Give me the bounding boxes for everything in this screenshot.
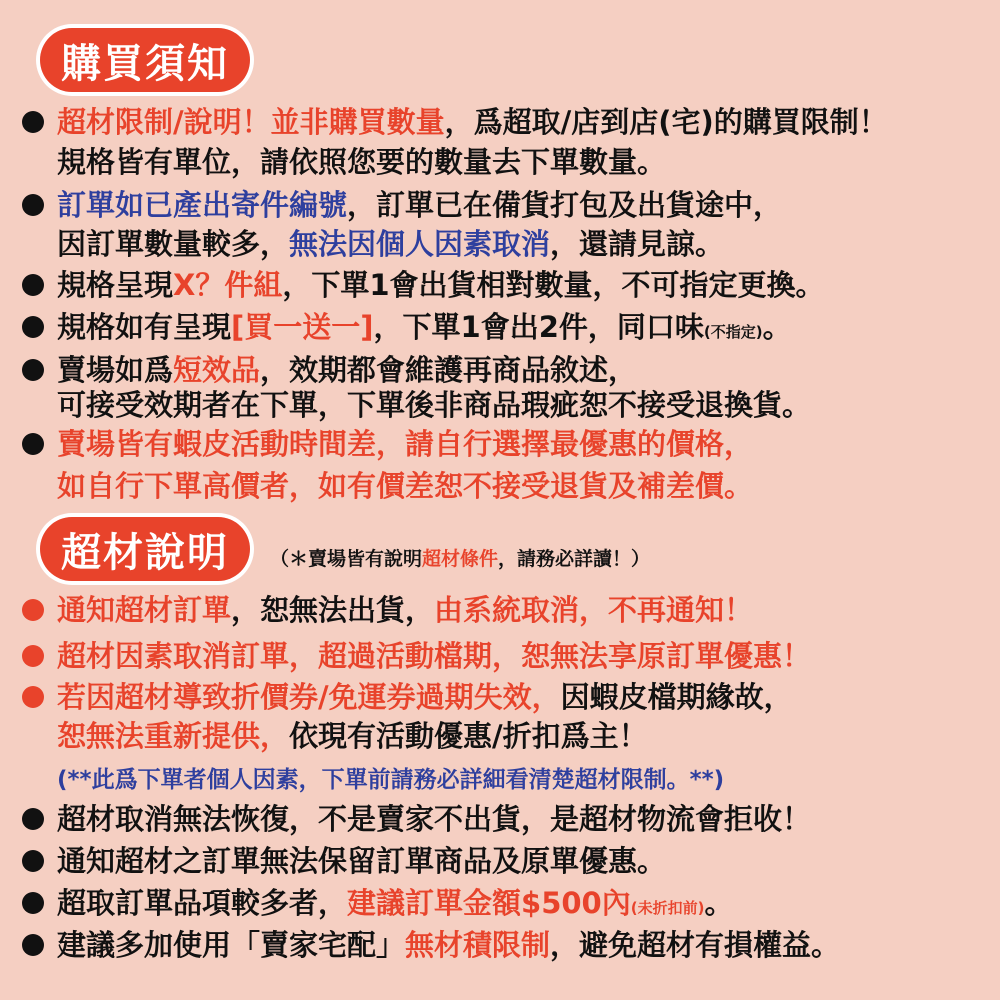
text-segment: ，恕無法出貨， (231, 593, 435, 627)
list-item-text (57, 310, 792, 344)
text-segment: 建議多加使用「賣家宅配」 (57, 928, 406, 962)
text-segment: 訂單如已產出寄件編號 (57, 188, 348, 222)
text-segment: 。 (762, 310, 792, 344)
section-title-oversize-explanation (40, 517, 250, 581)
bullet-dot-icon (22, 433, 44, 455)
text-segment: 通知超材訂單 (57, 593, 232, 627)
text-segment: 超取訂單品項較多者， (57, 886, 348, 920)
list-item-text (57, 639, 812, 673)
text-segment: 超材條件 (422, 548, 499, 570)
section-title-text: 超材說明 (61, 529, 229, 576)
list-item-text (57, 469, 754, 503)
section-title-text: 購買須知 (61, 40, 229, 87)
list-item-text (57, 427, 754, 461)
text-segment: [買一送一] (231, 310, 374, 344)
bullet-dot-icon (22, 194, 44, 216)
text-segment: X？件組 (173, 268, 283, 302)
text-segment: 規格呈現 (57, 268, 174, 302)
text-segment: 建議訂單金額$500內 (347, 886, 631, 920)
bullet-dot-icon (22, 316, 44, 338)
text-segment: ，避免超材有損權益。 (550, 928, 841, 962)
bullet-dot-icon (22, 934, 44, 956)
text-segment: 規格皆有單位，請依照您要的數量去下單數量。 (57, 145, 667, 179)
list-item-text (57, 145, 667, 179)
text-segment: 超材取消無法恢復，不是賣家不出貨，是超材物流會拒收！ (57, 802, 812, 836)
list-item-text (57, 268, 825, 302)
bullet-dot-icon (22, 686, 44, 708)
text-segment: 。 (704, 886, 734, 920)
text-segment: 若因超材導致折價券/免運券過期失效， (57, 680, 561, 714)
list-item-text (57, 719, 648, 753)
list-item-text (57, 353, 638, 387)
bullet-dot-icon (22, 111, 44, 133)
text-segment: ，爲超取/店到店(宅)的購買限制！ (444, 105, 888, 139)
text-segment: (**此爲下單者個人因素，下單前請務必詳細看清楚超材限制。**) (57, 767, 725, 793)
section-title-purchase-notice (40, 28, 250, 92)
text-segment: ，還請見諒。 (550, 227, 725, 261)
text-segment: 賣場如爲 (57, 353, 174, 387)
text-segment: 超材限制/說明 (57, 105, 242, 139)
list-item-text (57, 844, 667, 878)
oversize-reminder-note (270, 544, 650, 571)
bullet-dot-icon (22, 892, 44, 914)
text-segment: 因蝦皮檔期緣故， (560, 680, 793, 714)
list-item-text (57, 763, 724, 792)
text-segment: 可接受效期者在下單，下單後非商品瑕疵恕不接受退換貨。 (57, 388, 812, 422)
bullet-dot-icon (22, 359, 44, 381)
list-item-text (57, 680, 793, 714)
text-segment: 並非購買數量 (270, 105, 445, 139)
list-item-text (57, 388, 812, 422)
text-segment: 超材因素取消訂單，超過活動檔期，恕無法享原訂單優惠！ (57, 639, 812, 673)
text-segment: 如自行下單高價者，如有價差恕不接受退貨及補差價。 (57, 469, 754, 503)
text-segment: ，下單1會出2件，同口味 (373, 310, 704, 344)
text-segment: 依現有活動優惠/折扣爲主！ (289, 719, 648, 753)
list-item-text (57, 593, 754, 627)
text-segment: ，效期都會維護再商品敘述， (260, 353, 638, 387)
text-segment: 恕無法重新提供， (57, 719, 290, 753)
text-segment: 短效品 (173, 353, 261, 387)
text-segment: (未折扣前) (630, 899, 705, 917)
text-segment: 規格如有呈現 (57, 310, 232, 344)
text-segment: ，請務必詳讀！） (498, 548, 651, 570)
text-segment: ！ (241, 105, 271, 139)
text-segment: (不指定) (703, 323, 763, 341)
bullet-dot-icon (22, 645, 44, 667)
text-segment: （＊賣場皆有說明 (270, 548, 423, 570)
bullet-dot-icon (22, 850, 44, 872)
text-segment: ，訂單已在備貨打包及出貨途中， (347, 188, 783, 222)
text-segment: 因訂單數量較多， (57, 227, 290, 261)
list-item-text (57, 227, 725, 261)
text-segment: 無材積限制 (405, 928, 551, 962)
list-item-text (57, 802, 812, 836)
text-segment: ，下單1會出貨相對數量，不可指定更換。 (282, 268, 825, 302)
bullet-dot-icon (22, 808, 44, 830)
bullet-dot-icon (22, 274, 44, 296)
list-item-text (57, 105, 888, 139)
text-segment: 無法因個人因素取消 (289, 227, 551, 261)
text-segment: 由系統取消，不再通知！ (434, 593, 754, 627)
text-segment: 通知超材之訂單無法保留訂單商品及原單優惠。 (57, 844, 667, 878)
list-item-text (57, 188, 783, 222)
text-segment: 賣場皆有蝦皮活動時間差，請自行選擇最優惠的價格， (57, 427, 754, 461)
list-item-text (57, 886, 734, 920)
list-item-text (57, 928, 841, 962)
bullet-dot-icon (22, 599, 44, 621)
